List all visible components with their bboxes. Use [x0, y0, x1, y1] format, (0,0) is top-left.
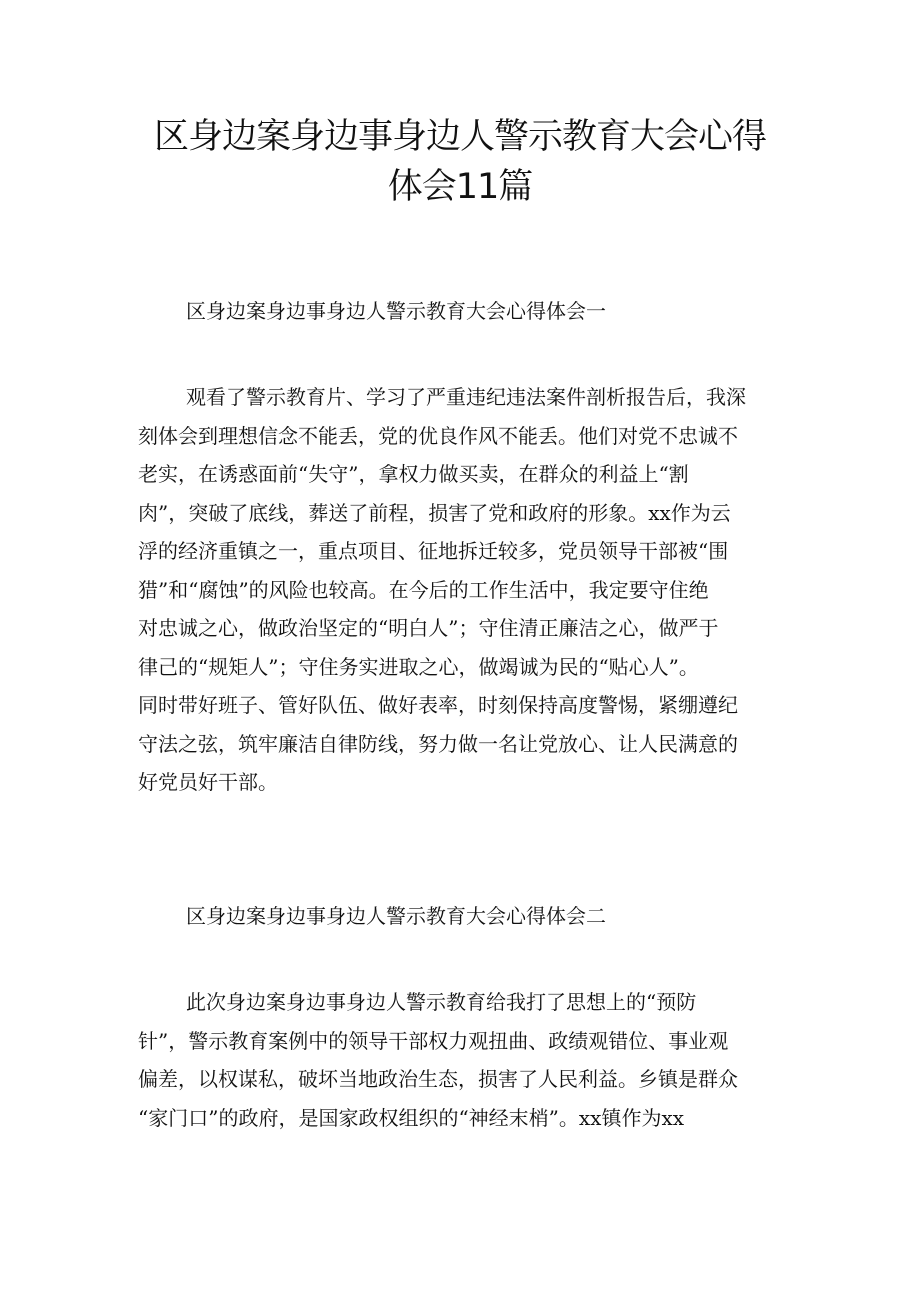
paragraph-line: 此次身边案身边事身边人警示教育给我打了思想上的“预防: [186, 990, 697, 1014]
paragraph-line: 好党员好干部。: [138, 770, 278, 794]
title-line: 区身边案身边事身边人警示教育大会心得: [153, 117, 766, 157]
paragraph-line: 同时带好班子、管好队伍、做好表率，时刻保持高度警惕，紧绷遵纪: [138, 693, 738, 717]
paragraph-line: 浮的经济重镇之一，重点项目、征地拆迁较多，党员领导干部被“围: [138, 539, 729, 563]
title-line: 体会11篇: [387, 167, 533, 207]
document-title: [100, 112, 820, 212]
paragraph-line: 老实，在诱惑面前“失守”，拿权力做买卖，在群众的利益上“割: [138, 462, 689, 486]
paragraph-line: 观看了警示教育片、学习了严重违纪违法案件剖析报告后，我深: [186, 385, 746, 409]
paragraph-line: 刻体会到理想信念不能丢，党的优良作风不能丢。他们对党不忠诚不: [138, 423, 738, 448]
section-heading-1: 区身边案身边事身边人警示教育大会心得体会一: [186, 299, 606, 323]
paragraph-line: 律己的“规矩人”；守住务实进取之心，做竭诚为民的“贴心人”。: [138, 654, 699, 679]
paragraph-line: 猎”和“腐蚀”的风险也较高。在今后的工作生活中，我定要守住绝: [138, 577, 709, 602]
paragraph-line: 对忠诚之心，做政治坚定的“明白人”；守住清正廉洁之心，做严于: [138, 616, 719, 640]
paragraph-line: 偏差，以权谋私，破坏当地政治生态，损害了人民利益。乡镇是群众: [138, 1067, 738, 1091]
section-1-paragraph: [138, 378, 798, 802]
paragraph-line: 针”，警示教育案例中的领导干部权力观扭曲、政绩观错位、事业观: [138, 1028, 729, 1053]
section-2-paragraph: [138, 983, 798, 1137]
paragraph-line: 守法之弦，筑牢廉洁自律防线，努力做一名让党放心、让人民满意的: [138, 731, 738, 756]
paragraph-line: “家门口”的政府，是国家政权组织的“神经末梢”。xx镇作为xx: [138, 1105, 685, 1130]
paragraph-line: 肉”，突破了底线，葬送了前程，损害了党和政府的形象。xx作为云: [138, 500, 731, 525]
section-heading-2: 区身边案身边事身边人警示教育大会心得体会二: [186, 904, 606, 928]
